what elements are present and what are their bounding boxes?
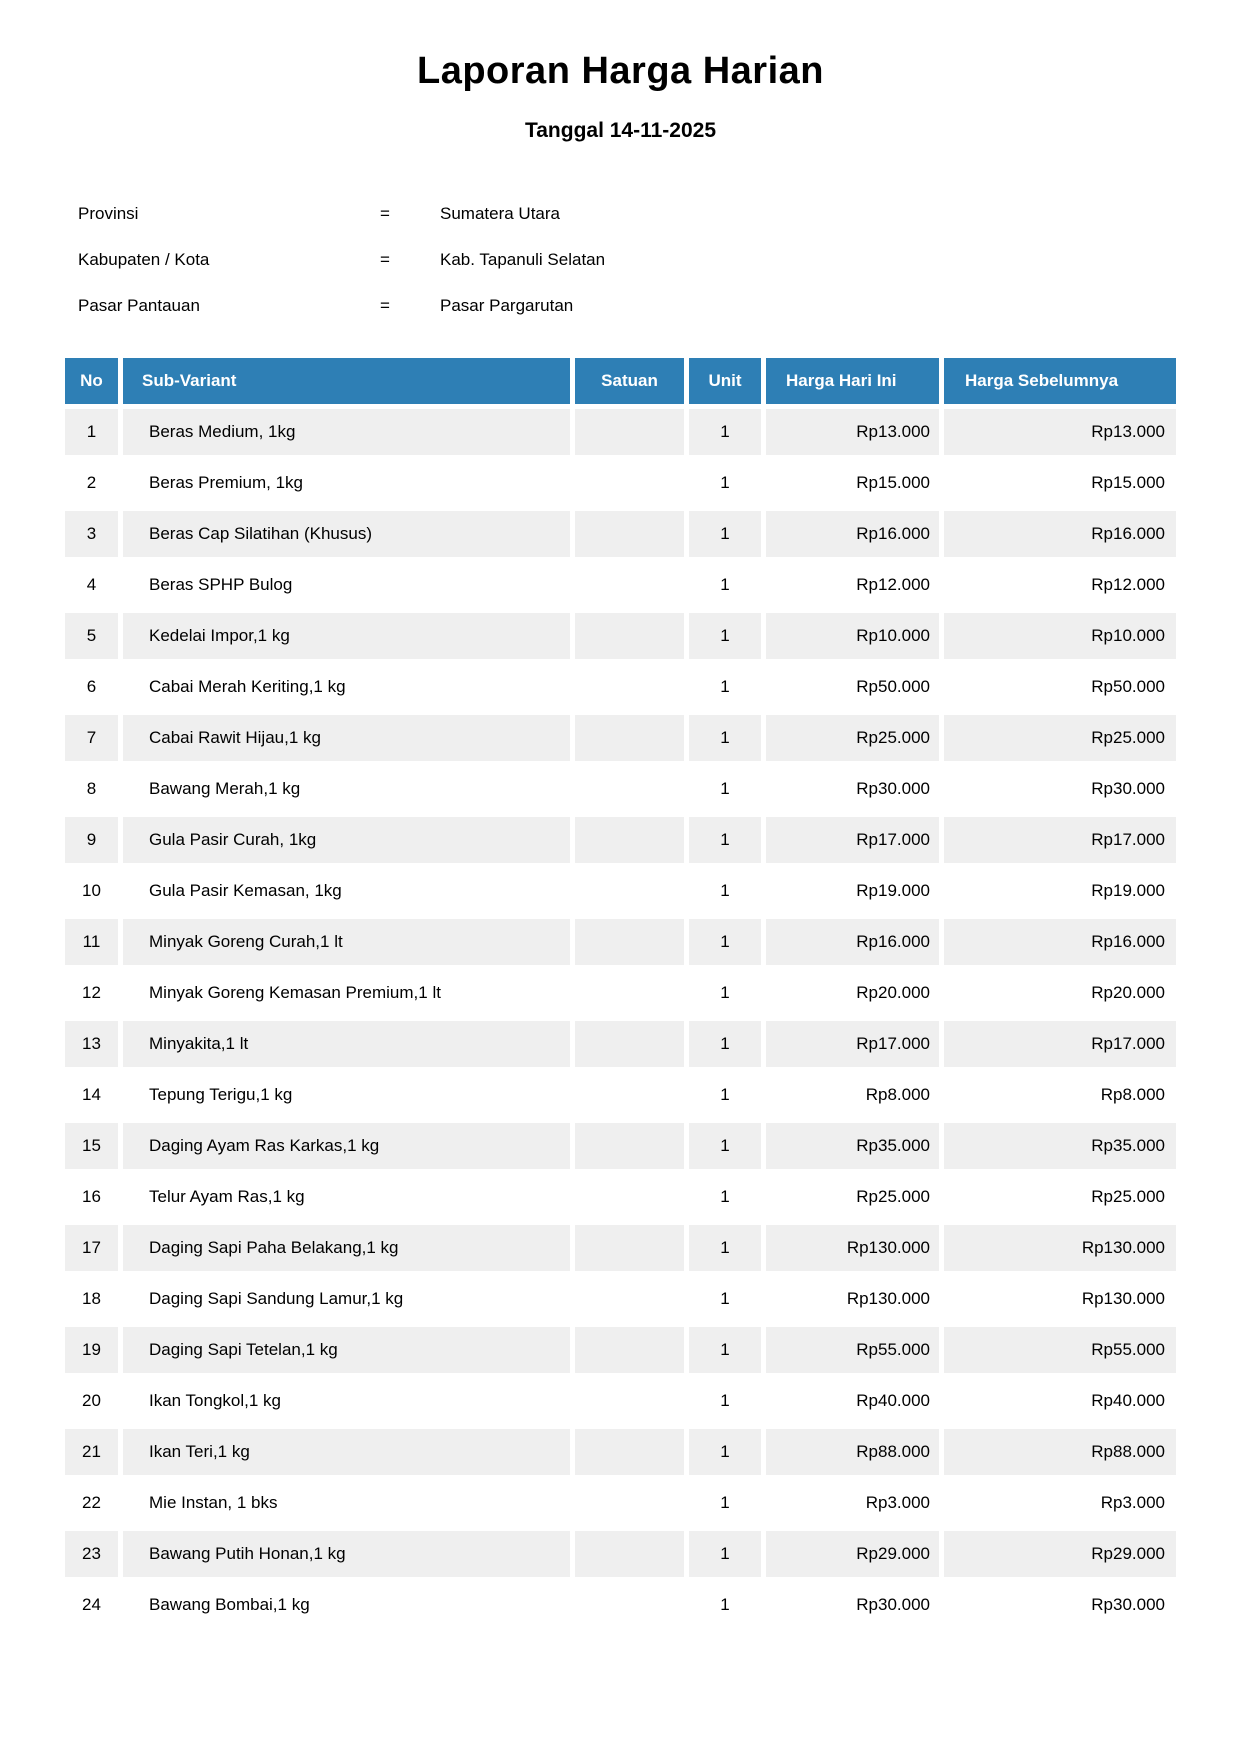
cell-unit: 1 — [689, 511, 761, 557]
table-row — [65, 1276, 1176, 1322]
cell-harga-hari-ini: Rp17.000 — [766, 817, 939, 863]
cell-satuan — [575, 1276, 684, 1322]
cell-harga-sebelumnya: Rp20.000 — [944, 970, 1176, 1016]
cell-no: 8 — [65, 766, 118, 812]
cell-satuan — [575, 1531, 684, 1577]
cell-no: 19 — [65, 1327, 118, 1373]
cell-unit: 1 — [689, 715, 761, 761]
cell-no: 9 — [65, 817, 118, 863]
cell-harga-sebelumnya: Rp15.000 — [944, 460, 1176, 506]
info-row-kabupaten — [78, 237, 1241, 283]
cell-satuan — [575, 1480, 684, 1526]
cell-unit: 1 — [689, 1021, 761, 1067]
cell-sub-variant: Beras Medium, 1kg — [123, 409, 570, 455]
cell-no: 3 — [65, 511, 118, 557]
cell-harga-hari-ini: Rp25.000 — [766, 1174, 939, 1220]
cell-sub-variant: Daging Sapi Tetelan,1 kg — [123, 1327, 570, 1373]
cell-harga-hari-ini: Rp130.000 — [766, 1225, 939, 1271]
cell-no: 15 — [65, 1123, 118, 1169]
cell-unit: 1 — [689, 817, 761, 863]
table-row — [65, 1225, 1176, 1271]
cell-harga-sebelumnya: Rp16.000 — [944, 511, 1176, 557]
info-separator: = — [380, 250, 390, 269]
table-row — [65, 1582, 1176, 1628]
cell-unit: 1 — [689, 1480, 761, 1526]
cell-unit: 1 — [689, 409, 761, 455]
cell-harga-sebelumnya: Rp8.000 — [944, 1072, 1176, 1118]
cell-harga-hari-ini: Rp25.000 — [766, 715, 939, 761]
cell-no: 5 — [65, 613, 118, 659]
cell-harga-sebelumnya: Rp30.000 — [944, 766, 1176, 812]
cell-harga-hari-ini: Rp13.000 — [766, 409, 939, 455]
cell-harga-sebelumnya: Rp13.000 — [944, 409, 1176, 455]
cell-satuan — [575, 1225, 684, 1271]
cell-sub-variant: Gula Pasir Kemasan, 1kg — [123, 868, 570, 914]
cell-unit: 1 — [689, 1123, 761, 1169]
cell-satuan — [575, 1378, 684, 1424]
cell-unit: 1 — [689, 919, 761, 965]
cell-unit: 1 — [689, 1378, 761, 1424]
table-row — [65, 511, 1176, 557]
table-row — [65, 1327, 1176, 1373]
cell-harga-hari-ini: Rp10.000 — [766, 613, 939, 659]
cell-unit: 1 — [689, 1327, 761, 1373]
table-row — [65, 1072, 1176, 1118]
col-header-unit: Unit — [689, 358, 761, 404]
cell-no: 12 — [65, 970, 118, 1016]
info-row-provinsi — [78, 191, 1241, 237]
cell-satuan — [575, 919, 684, 965]
cell-harga-sebelumnya: Rp30.000 — [944, 1582, 1176, 1628]
cell-unit: 1 — [689, 1174, 761, 1220]
cell-harga-hari-ini: Rp30.000 — [766, 1582, 939, 1628]
cell-sub-variant: Beras Cap Silatihan (Khusus) — [123, 511, 570, 557]
table-row — [65, 1021, 1176, 1067]
cell-harga-sebelumnya: Rp25.000 — [944, 715, 1176, 761]
cell-harga-hari-ini: Rp8.000 — [766, 1072, 939, 1118]
cell-satuan — [575, 868, 684, 914]
cell-satuan — [575, 664, 684, 710]
cell-unit: 1 — [689, 1582, 761, 1628]
cell-harga-sebelumnya: Rp17.000 — [944, 817, 1176, 863]
cell-unit: 1 — [689, 1276, 761, 1322]
cell-sub-variant: Daging Sapi Sandung Lamur,1 kg — [123, 1276, 570, 1322]
cell-sub-variant: Bawang Bombai,1 kg — [123, 1582, 570, 1628]
table-row — [65, 868, 1176, 914]
cell-no: 6 — [65, 664, 118, 710]
cell-harga-hari-ini: Rp16.000 — [766, 511, 939, 557]
cell-sub-variant: Cabai Rawit Hijau,1 kg — [123, 715, 570, 761]
info-value-pasar: Pasar Pargarutan — [440, 296, 574, 315]
cell-sub-variant: Daging Sapi Paha Belakang,1 kg — [123, 1225, 570, 1271]
cell-harga-sebelumnya: Rp16.000 — [944, 919, 1176, 965]
table-row — [65, 562, 1176, 608]
cell-unit: 1 — [689, 1072, 761, 1118]
cell-harga-hari-ini: Rp30.000 — [766, 766, 939, 812]
cell-unit: 1 — [689, 766, 761, 812]
cell-harga-hari-ini: Rp88.000 — [766, 1429, 939, 1475]
cell-harga-hari-ini: Rp3.000 — [766, 1480, 939, 1526]
info-separator: = — [380, 204, 390, 223]
cell-harga-sebelumnya: Rp19.000 — [944, 868, 1176, 914]
info-value-kabupaten: Kab. Tapanuli Selatan — [440, 250, 606, 269]
info-row-pasar — [78, 283, 1241, 329]
cell-sub-variant: Tepung Terigu,1 kg — [123, 1072, 570, 1118]
cell-harga-sebelumnya: Rp55.000 — [944, 1327, 1176, 1373]
cell-satuan — [575, 460, 684, 506]
cell-harga-sebelumnya: Rp25.000 — [944, 1174, 1176, 1220]
cell-unit: 1 — [689, 1531, 761, 1577]
cell-harga-hari-ini: Rp20.000 — [766, 970, 939, 1016]
cell-satuan — [575, 1174, 684, 1220]
col-header-no: No — [65, 358, 118, 404]
cell-no: 4 — [65, 562, 118, 608]
cell-unit: 1 — [689, 1225, 761, 1271]
cell-harga-sebelumnya: Rp130.000 — [944, 1276, 1176, 1322]
col-header-harga-sebelumnya: Harga Sebelumnya — [944, 358, 1176, 404]
col-header-satuan: Satuan — [575, 358, 684, 404]
cell-harga-hari-ini: Rp50.000 — [766, 664, 939, 710]
report-info-block — [0, 191, 1241, 329]
cell-harga-sebelumnya: Rp10.000 — [944, 613, 1176, 659]
table-row — [65, 1123, 1176, 1169]
cell-sub-variant: Cabai Merah Keriting,1 kg — [123, 664, 570, 710]
table-row — [65, 1531, 1176, 1577]
price-table — [60, 353, 1181, 1633]
table-header-row — [65, 358, 1176, 404]
cell-harga-hari-ini: Rp130.000 — [766, 1276, 939, 1322]
table-row — [65, 715, 1176, 761]
cell-no: 7 — [65, 715, 118, 761]
cell-satuan — [575, 1582, 684, 1628]
cell-sub-variant: Beras SPHP Bulog — [123, 562, 570, 608]
cell-satuan — [575, 1123, 684, 1169]
cell-unit: 1 — [689, 460, 761, 506]
cell-no: 23 — [65, 1531, 118, 1577]
table-row — [65, 970, 1176, 1016]
cell-harga-sebelumnya: Rp17.000 — [944, 1021, 1176, 1067]
cell-unit: 1 — [689, 868, 761, 914]
cell-no: 17 — [65, 1225, 118, 1271]
table-row — [65, 1480, 1176, 1526]
cell-sub-variant: Mie Instan, 1 bks — [123, 1480, 570, 1526]
cell-satuan — [575, 1429, 684, 1475]
cell-unit: 1 — [689, 1429, 761, 1475]
cell-satuan — [575, 409, 684, 455]
table-row — [65, 409, 1176, 455]
cell-no: 13 — [65, 1021, 118, 1067]
cell-harga-hari-ini: Rp15.000 — [766, 460, 939, 506]
cell-harga-hari-ini: Rp55.000 — [766, 1327, 939, 1373]
cell-harga-hari-ini: Rp16.000 — [766, 919, 939, 965]
cell-unit: 1 — [689, 613, 761, 659]
cell-satuan — [575, 715, 684, 761]
cell-no: 11 — [65, 919, 118, 965]
cell-sub-variant: Bawang Merah,1 kg — [123, 766, 570, 812]
page-title: Laporan Harga Harian — [417, 50, 824, 92]
cell-harga-sebelumnya: Rp50.000 — [944, 664, 1176, 710]
cell-sub-variant: Kedelai Impor,1 kg — [123, 613, 570, 659]
cell-harga-sebelumnya: Rp12.000 — [944, 562, 1176, 608]
cell-satuan — [575, 970, 684, 1016]
cell-sub-variant: Ikan Tongkol,1 kg — [123, 1378, 570, 1424]
table-row — [65, 1174, 1176, 1220]
cell-no: 16 — [65, 1174, 118, 1220]
info-value-provinsi: Sumatera Utara — [440, 204, 560, 223]
cell-no: 14 — [65, 1072, 118, 1118]
cell-satuan — [575, 562, 684, 608]
table-row — [65, 460, 1176, 506]
report-date: Tanggal 14-11-2025 — [524, 119, 717, 142]
table-row — [65, 817, 1176, 863]
cell-no: 21 — [65, 1429, 118, 1475]
cell-harga-hari-ini: Rp29.000 — [766, 1531, 939, 1577]
cell-harga-sebelumnya: Rp88.000 — [944, 1429, 1176, 1475]
cell-satuan — [575, 817, 684, 863]
table-row — [65, 766, 1176, 812]
cell-sub-variant: Minyak Goreng Kemasan Premium,1 lt — [123, 970, 570, 1016]
info-label-kabupaten: Kabupaten / Kota — [78, 250, 210, 269]
cell-no: 18 — [65, 1276, 118, 1322]
cell-harga-hari-ini: Rp35.000 — [766, 1123, 939, 1169]
cell-unit: 1 — [689, 970, 761, 1016]
cell-sub-variant: Bawang Putih Honan,1 kg — [123, 1531, 570, 1577]
cell-sub-variant: Minyak Goreng Curah,1 lt — [123, 919, 570, 965]
cell-sub-variant: Daging Ayam Ras Karkas,1 kg — [123, 1123, 570, 1169]
cell-no: 2 — [65, 460, 118, 506]
info-separator: = — [380, 296, 390, 315]
cell-no: 1 — [65, 409, 118, 455]
cell-harga-hari-ini: Rp40.000 — [766, 1378, 939, 1424]
table-row — [65, 919, 1176, 965]
cell-sub-variant: Telur Ayam Ras,1 kg — [123, 1174, 570, 1220]
cell-sub-variant: Minyakita,1 lt — [123, 1021, 570, 1067]
cell-satuan — [575, 511, 684, 557]
cell-sub-variant: Gula Pasir Curah, 1kg — [123, 817, 570, 863]
cell-no: 24 — [65, 1582, 118, 1628]
cell-sub-variant: Ikan Teri,1 kg — [123, 1429, 570, 1475]
cell-satuan — [575, 1327, 684, 1373]
cell-harga-sebelumnya: Rp29.000 — [944, 1531, 1176, 1577]
cell-unit: 1 — [689, 664, 761, 710]
cell-harga-sebelumnya: Rp35.000 — [944, 1123, 1176, 1169]
info-label-provinsi: Provinsi — [78, 204, 139, 223]
col-header-sub-variant: Sub-Variant — [123, 358, 570, 404]
col-header-harga-hari-ini: Harga Hari Ini — [766, 358, 939, 404]
cell-harga-sebelumnya: Rp40.000 — [944, 1378, 1176, 1424]
cell-harga-hari-ini: Rp19.000 — [766, 868, 939, 914]
cell-satuan — [575, 1021, 684, 1067]
cell-harga-sebelumnya: Rp130.000 — [944, 1225, 1176, 1271]
info-label-pasar: Pasar Pantauan — [78, 296, 200, 315]
cell-satuan — [575, 1072, 684, 1118]
cell-harga-sebelumnya: Rp3.000 — [944, 1480, 1176, 1526]
cell-no: 20 — [65, 1378, 118, 1424]
cell-satuan — [575, 613, 684, 659]
cell-satuan — [575, 766, 684, 812]
cell-harga-hari-ini: Rp12.000 — [766, 562, 939, 608]
cell-no: 10 — [65, 868, 118, 914]
cell-sub-variant: Beras Premium, 1kg — [123, 460, 570, 506]
table-row — [65, 664, 1176, 710]
cell-harga-hari-ini: Rp17.000 — [766, 1021, 939, 1067]
cell-unit: 1 — [689, 562, 761, 608]
table-row — [65, 613, 1176, 659]
table-row — [65, 1429, 1176, 1475]
cell-no: 22 — [65, 1480, 118, 1526]
table-row — [65, 1378, 1176, 1424]
